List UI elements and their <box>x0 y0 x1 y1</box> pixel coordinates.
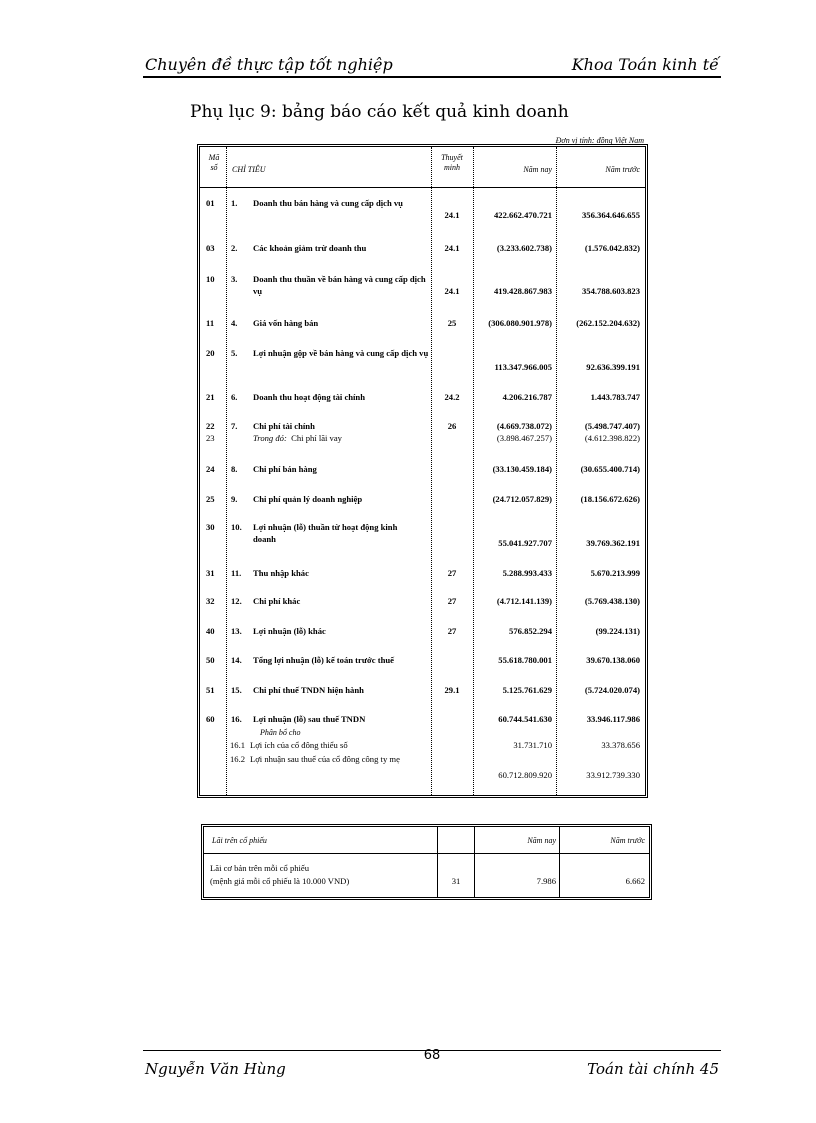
header-code: Mã số <box>208 153 220 172</box>
footer-class: Toán tài chính 45 <box>587 1060 719 1078</box>
header-right: Khoa Toán kinh tế <box>571 55 719 74</box>
header-note: Thuyết minh <box>441 153 463 172</box>
eps-header-current: Năm nay <box>527 836 556 845</box>
header-current-year: Năm nay <box>523 165 552 174</box>
page-number: 68 <box>423 1048 441 1063</box>
header-left: Chuyên đề thực tập tốt nghiệp <box>145 55 393 74</box>
page-title: Phụ lục 9: bảng báo cáo kết quả kinh doanh <box>190 102 569 122</box>
header-previous-year: Năm trước <box>605 165 640 174</box>
currency-unit: Đơn vị tính: đồng Việt Nam <box>555 136 644 145</box>
page-header <box>143 52 721 78</box>
eps-current: 7.986 <box>536 876 556 886</box>
footer-author: Nguyễn Văn Hùng <box>145 1060 286 1078</box>
header-indicator: CHỈ TIÊU <box>232 165 266 174</box>
eps-header-previous: Năm trước <box>610 836 645 845</box>
eps-row-name: Lãi cơ bản trên mỗi cổ phiếu <box>210 863 310 873</box>
eps-previous: 6.662 <box>625 876 645 886</box>
eps-row-sub: (mệnh giá mỗi cổ phiếu là 10.000 VND) <box>210 876 350 886</box>
eps-label: Lãi trên cổ phiếu <box>212 836 267 845</box>
eps-note: 31 <box>451 876 461 886</box>
earnings-per-share-table <box>203 826 650 898</box>
page-footer <box>143 1050 721 1081</box>
income-statement-table: Mã số CHỈ TIÊU Thuyết minh Năm nay Năm trước 01 1. Doanh thu bán hàng và cung cấp dịch vụ 24.1 422.662.470.721 356.364.646.655 03 2. Các khoản giảm trừ doanh thu 24.1 (3.233.602.738) (1.576.042.832) 10 3. Doanh thu thuần về bán hàng và cung cấp dịch vụ 24.1 419.428.867.983 354.788.603.823 11 4. Giá vốn hàng bán 25 (306.080.901.978) (262.152.204.632) 20 5. Lợi nhuận gộp về bán hàng và cung cấp dịch vụ 113.347.966.005 92.636.399.191 21 6. Doanh thu hoạt động tài chính 24.2 4.206.216.787 1.443.783.747 22 7. Chi phí tài chính 26 (4.669.738.072) (5.498.747.407) 23 Trong đó: Chi phí lãi vay (3.898.467.257) (4.612.398.822) 24 8. Chi phí bán hàng (33.130.459.184) (30.655.400.714) 25 9. Chi phí quản lý doanh nghiệp (24.712.057.829) (18.156.672.626) 30 10. Lợi nhuận (lỗ) thuần từ hoạt động kinh doanh 55.041.927.707 39.769.362.191 31 11. Thu nhập khác 27 5.288.993.433 5.670.213.999 32 12. Chi phí khác 27 (4.712.141.139) (5.769.438.130) 40 13. Lợi nhuận (lỗ) khác 27 576.852.294 (99.224.131) 50 14. Tổng lợi nhuận (lỗ) kế toán trước thuế 55.618.780.001 39.670.138.060 51 15. Chi phí thuế TNDN hiện hành 29.1 5.125.761.629 (5.724.020.074) 60 16. Lợi nhuận (lỗ) sau thuế TNDN 60.744.541.630 33.946.117.986 Phân bổ cho 16.1 Lợi ích của cổ đông thiểu số 31.731.710 33.378.656 16.2 Lợi nhuận sau thuế của cổ đông công ty mẹ 60.712.809.920 33.912.739.330 <box>199 146 646 796</box>
